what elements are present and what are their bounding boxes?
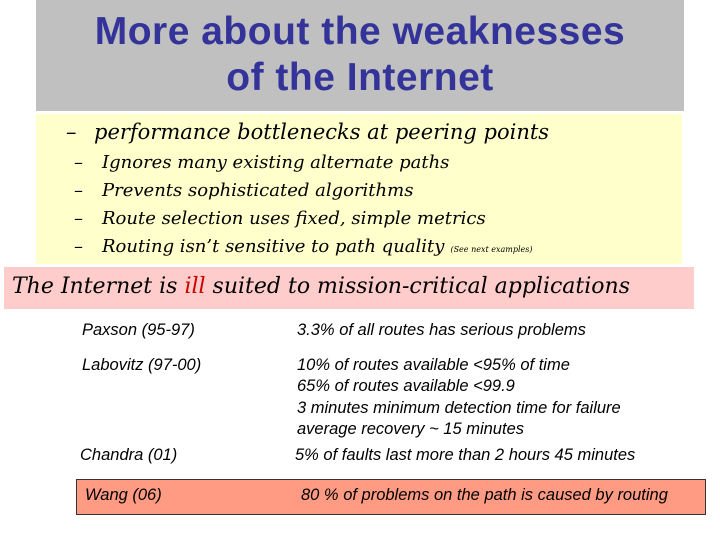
title-box <box>36 0 684 111</box>
study-label-wang: Wang (06) <box>85 486 162 504</box>
ill-highlight: ill <box>184 274 206 299</box>
conclusion-text <box>12 274 630 299</box>
study-label-labovitz: Labovitz (97-00) <box>82 356 202 374</box>
sub-bullet-text: Route selection uses fixed, simple metrics <box>102 208 486 229</box>
study-label-paxson: Paxson (95-97) <box>82 321 195 339</box>
sub-bullet-text: Routing isn’t sensitive to path quality <box>102 236 445 257</box>
sub-bullet <box>74 152 449 173</box>
sub-bullet-text: Prevents sophisticated algorithms <box>102 180 414 201</box>
sub-bullet-text: Ignores many existing alternate paths <box>102 152 450 173</box>
study-finding-labovitz-3: 3 minutes minimum detection time for failure <box>297 399 621 417</box>
conclusion-text-start: The Internet is <box>12 274 185 299</box>
main-bullet-text: performance bottlenecks at peering points <box>94 120 550 144</box>
bullet-list-box <box>36 114 682 264</box>
see-next-examples-note: (See next examples) <box>450 245 533 254</box>
slide-title-line2: of the Internet <box>226 56 494 99</box>
conclusion-banner <box>4 267 694 309</box>
slide-title-line1: More about the weaknesses <box>94 10 626 53</box>
sub-bullet <box>74 208 486 229</box>
study-finding-labovitz-2: 65% of routes available <99.9 <box>297 377 515 395</box>
conclusion-text-end: suited to mission-critical applications <box>205 274 631 299</box>
bullet-dash: – <box>74 208 83 229</box>
study-label-chandra: Chandra (01) <box>80 446 178 464</box>
study-finding-labovitz-1: 10% of routes available <95% of time <box>297 356 570 374</box>
bullet-dash: – <box>74 152 83 173</box>
bullet-dash: – <box>74 236 83 257</box>
main-bullet <box>66 120 549 144</box>
sub-bullet <box>74 180 413 201</box>
sub-bullet <box>74 236 532 257</box>
study-finding-wang: 80 % of problems on the path is caused by routing <box>301 486 668 504</box>
study-finding-paxson: 3.3% of all routes has serious problems <box>297 321 586 339</box>
study-finding-labovitz-4: average recovery ~ 15 minutes <box>297 420 524 438</box>
wang-highlight-row <box>76 479 706 515</box>
bullet-dash: – <box>66 120 77 144</box>
study-finding-chandra: 5% of faults last more than 2 hours 45 minutes <box>295 446 636 464</box>
bullet-dash: – <box>74 180 83 201</box>
